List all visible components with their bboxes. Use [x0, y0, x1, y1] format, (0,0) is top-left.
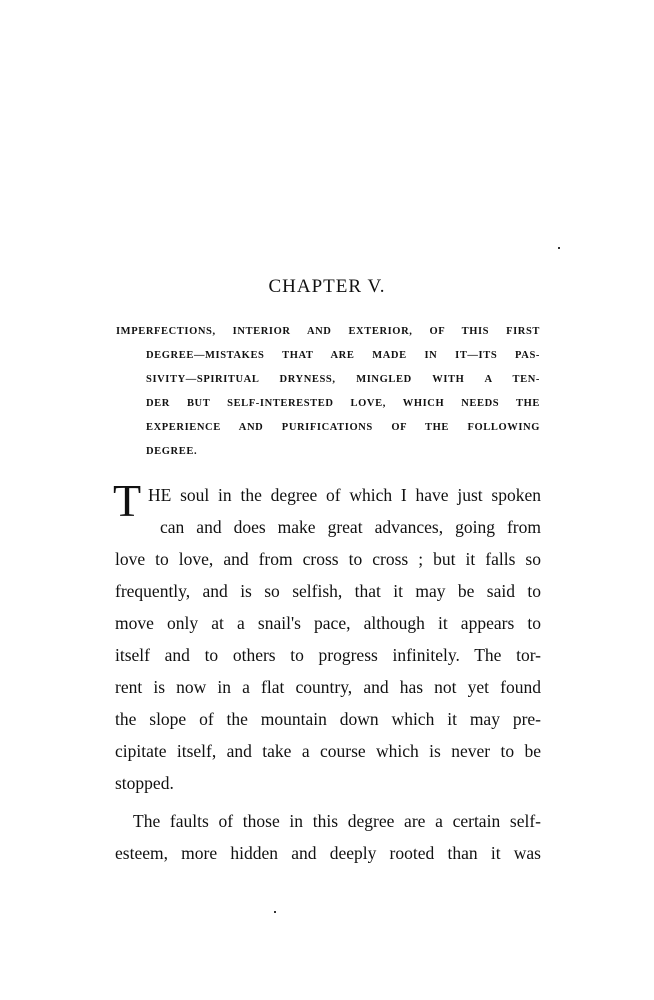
text-line: frequently, and is so selfish, that it may be said to [115, 581, 541, 601]
text-line: the slope of the mountain down which it may pre- [115, 709, 541, 729]
summary-line: IMPERFECTIONS, INTERIOR AND EXTERIOR, OF THIS FIRST [116, 326, 540, 337]
scan-speck [274, 911, 276, 913]
text-line: The faults of those in this degree are a certain self- [133, 811, 541, 831]
summary-line: SIVITY—SPIRITUAL DRYNESS, MINGLED WITH A TEN- [146, 374, 540, 385]
summary-line: DEGREE—MISTAKES THAT ARE MADE IN IT—ITS PAS- [146, 350, 540, 361]
chapter-heading: CHAPTER V. [268, 276, 386, 297]
text-line: esteem, more hidden and deeply rooted than it was [115, 843, 541, 863]
text-line: love to love, and from cross to cross ; but it falls so [115, 549, 541, 569]
text-line: rent is now in a flat country, and has not yet found [115, 677, 541, 697]
text-line: can and does make great advances, going from [160, 517, 541, 537]
text-line: itself and to others to progress infinitely. The tor- [115, 645, 541, 665]
text-line: stopped. [115, 773, 174, 793]
summary-line: EXPERIENCE AND PURIFICATIONS OF THE FOLLOWING [146, 422, 540, 433]
summary-line: DEGREE. [146, 446, 198, 457]
drop-cap: T [113, 475, 142, 526]
text-line: cipitate itself, and take a course which is never to be [115, 741, 541, 761]
text-line: HE soul in the degree of which I have just spoken [148, 485, 541, 505]
text-line: move only at a snail's pace, although it appears to [115, 613, 541, 633]
scan-speck [558, 247, 560, 249]
summary-line: DER BUT SELF-INTERESTED LOVE, WHICH NEEDS THE [146, 398, 540, 409]
